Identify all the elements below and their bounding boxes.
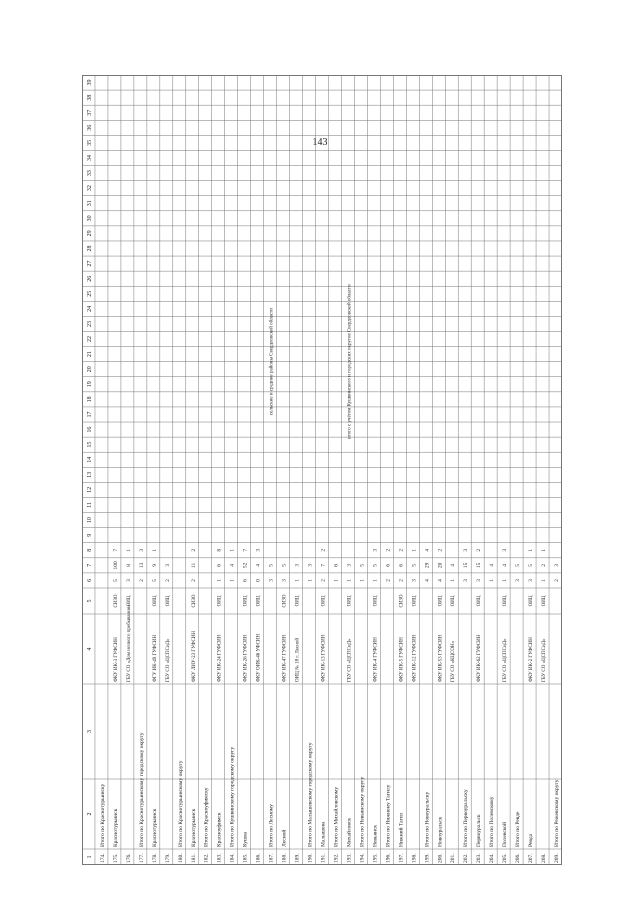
column-number: 35 [86, 139, 93, 146]
column-number: 3 [86, 730, 93, 733]
organization-name: ФКУ ИК-12 ГУФСИН [412, 634, 418, 682]
cell-value: 6 [385, 563, 392, 567]
row-note: сельские и средние районы Свердловской области [269, 308, 275, 416]
institution-type: ОИЦ [256, 595, 262, 607]
row-number: 199. [424, 853, 431, 863]
institution-type: ОИЦ [152, 595, 158, 607]
institution-type: ОИЦ [438, 595, 444, 607]
cell-value: 5 [281, 563, 288, 567]
column-number: 13 [86, 471, 93, 478]
row-number: 209. [554, 853, 561, 863]
row-label: Кушва [242, 831, 249, 847]
cell-value: 1 [294, 579, 301, 582]
row-number: 191. [320, 853, 327, 863]
column-number: 37 [86, 109, 93, 116]
organization-name: ФКУ ИК-13 ГУФСИН [321, 634, 327, 682]
cell-value: 3 [281, 579, 288, 582]
cell-value: 1 [216, 579, 223, 582]
institution-type: ОИЦ [529, 595, 535, 607]
cell-value: 5 [151, 579, 158, 582]
row-number: 176. [125, 853, 132, 863]
cell-value: 2 [437, 548, 444, 552]
row-number: 181. [190, 853, 197, 863]
cell-value: 3 [528, 579, 535, 582]
organization-name: ГБУ СО «ЦСПСиД» [165, 638, 171, 682]
cell-value: 20 [437, 562, 444, 569]
cell-value: 3 [463, 579, 470, 582]
cell-value: 3 [411, 579, 418, 582]
column-number: 8 [86, 548, 93, 552]
column-number: 19 [86, 381, 93, 388]
institution-type: ОИЦ [503, 595, 509, 607]
cell-value: 1 [541, 548, 548, 552]
row-number: 186. [255, 853, 262, 863]
cell-value: 3 [138, 548, 145, 552]
cell-value: 6 [242, 579, 249, 582]
row-number: 204. [489, 853, 496, 863]
cell-value: 2 [398, 579, 405, 582]
organization-name: ФКУ ИК-62 ГУФСИН [477, 634, 483, 682]
institution-type: ОИЦ [165, 595, 171, 607]
institution-type: ОИЦ [542, 595, 548, 607]
cell-value: 3 [164, 563, 171, 567]
column-number: 32 [86, 185, 93, 192]
column-number: 11 [86, 502, 93, 508]
institution-type: СИЗО [282, 594, 288, 608]
row-number: 190. [307, 853, 314, 863]
cell-value: 3 [125, 579, 132, 582]
cell-value: 2 [138, 579, 145, 582]
organization-name: ФКУ ИК-3 ГУФСИН [113, 637, 119, 682]
row-label: Итого по Режевскому округу [554, 779, 561, 847]
column-number: 25 [86, 290, 93, 297]
cell-value: 100 [112, 561, 119, 570]
column-number: 36 [86, 124, 93, 131]
row-number: 187. [268, 853, 275, 863]
cell-value: 1 [450, 579, 457, 582]
row-label: Итого по Кушвинскому городскому округу [229, 746, 236, 847]
cell-value: 15 [476, 562, 483, 569]
cell-value: 7 [242, 548, 249, 552]
cell-value: 9 [151, 563, 158, 567]
institution-type: СИЗО [113, 594, 119, 608]
row-label: Итого по Краснотурьинскому округу [177, 760, 184, 847]
row-label: Невьянск [372, 824, 379, 847]
cell-value: 11 [190, 562, 197, 569]
cell-value: 3 [502, 548, 509, 552]
cell-value: 6 [216, 563, 223, 567]
organization-name: ФГУ ИК-49 ГУФСИН [152, 634, 158, 682]
column-number: 26 [86, 275, 93, 282]
cell-value: 3 [515, 579, 522, 582]
column-number: 1 [86, 855, 93, 859]
institution-type: СИЗО [191, 594, 197, 608]
row-number: 182. [203, 853, 210, 863]
row-label: Краснотурьинск [151, 808, 158, 847]
row-label: Михайловск [346, 817, 353, 847]
row-label: Итого по Михайловскому [333, 786, 340, 847]
column-number: 2 [86, 812, 93, 816]
row-label: Итого по Краснотурьинскому городскому округу [138, 732, 145, 847]
cell-value: 2 [164, 579, 171, 582]
organization-name: ГБУ СО «ЦСПСиД» [347, 638, 353, 682]
row-number: 195. [372, 853, 379, 863]
institution-type: ОИЦ [243, 595, 249, 607]
organization-name: ОИЦ № 18 г. Лесной [295, 637, 301, 682]
row-number: 177. [138, 853, 145, 863]
cell-value: 1 [489, 579, 496, 582]
cell-value: 1 [307, 579, 314, 582]
institution-type: ОИЦ [217, 595, 223, 607]
cell-value: 4 [450, 563, 457, 567]
row-number: 175. [112, 853, 119, 863]
cell-value: 4 [437, 579, 444, 582]
row-label: Итого по Первоуральску [463, 789, 470, 847]
cell-value: 2 [385, 548, 392, 552]
row-number: 194. [359, 853, 366, 863]
institution-type: ОИЦ [347, 595, 353, 607]
row-number: 200. [437, 853, 444, 863]
organization-name: ГБУ СО «Дом ночного пребывания» [126, 604, 132, 682]
row-number: 207. [528, 853, 535, 863]
row-number: 180. [177, 853, 184, 863]
cell-value: 2 [385, 579, 392, 582]
row-label: Ревда [528, 833, 535, 847]
cell-value: 1 [372, 579, 379, 582]
rotated-table [82, 75, 562, 865]
institution-type: ОИЦ [412, 595, 418, 607]
cell-value: 52 [242, 562, 249, 569]
organization-name: ФКУ ИК-47 ГУФСИН [282, 634, 288, 682]
page-number: 143 [312, 137, 328, 148]
institution-type: ОИЦ [451, 595, 457, 607]
cell-value: 3 [268, 579, 275, 582]
column-number: 18 [86, 396, 93, 403]
cell-value: 1 [359, 579, 366, 582]
organization-name: ФКУ ИК-4 ГУФСИН [373, 637, 379, 682]
cell-value: 3 [463, 548, 470, 552]
organization-name: ФКУ ОИК-46 УФСИН [256, 633, 262, 682]
cell-value: 2 [398, 548, 405, 552]
column-number: 33 [86, 170, 93, 177]
cell-value: 2 [190, 548, 197, 552]
row-note: итого с учётом Кушвинского и городских округов Свердловской области [347, 284, 353, 440]
cell-value: 1 [229, 579, 236, 582]
institution-type: ОИЦ [477, 595, 483, 607]
column-number: 27 [86, 260, 93, 267]
cell-value: 1 [229, 548, 236, 552]
table-border [83, 76, 562, 865]
row-number: 208. [541, 853, 548, 863]
table-grid [82, 75, 562, 865]
row-number: 193. [346, 853, 353, 863]
cell-value: 4 [424, 579, 431, 582]
cell-value: 3 [346, 563, 353, 567]
column-number: 4 [86, 647, 93, 651]
row-label: Краснотурьинск [112, 808, 119, 847]
row-number: 183. [216, 853, 223, 863]
row-label: Малышева [320, 821, 327, 847]
cell-value: 5 [112, 579, 119, 582]
column-number: 20 [86, 366, 93, 373]
cell-value: 1 [346, 579, 353, 582]
cell-value: 2 [320, 548, 327, 552]
row-label: Красноуфимск [216, 812, 223, 847]
cell-value: 7 [320, 563, 327, 567]
row-label: Лесной [281, 829, 288, 847]
column-number: 21 [86, 351, 93, 358]
column-number: 39 [86, 79, 93, 86]
cell-value: 29 [424, 562, 431, 569]
row-number: 185. [242, 853, 249, 863]
cell-value: 5 [411, 563, 418, 567]
column-number: 29 [86, 230, 93, 237]
column-number: 38 [86, 94, 93, 101]
organization-name: ГБУ СО «ЦСПСиД» [542, 638, 548, 682]
row-number: 206. [515, 853, 522, 863]
cell-value: 1 [411, 548, 418, 552]
column-number: 34 [86, 154, 93, 161]
cell-value: 1 [151, 548, 158, 552]
row-number: 192. [333, 853, 340, 863]
row-label: Первоуральск [476, 814, 483, 847]
cell-value: 2 [554, 579, 561, 582]
row-number: 188. [281, 853, 288, 863]
row-label: Новоуральск [437, 816, 444, 847]
row-label: Итого по Новоуральску [424, 791, 431, 847]
organization-name: ФКУ ЛИУ-23 ГУФСИН [191, 631, 197, 682]
organization-name: ГБУ СО «ЦСПСиД» [503, 638, 509, 682]
organization-name: ФКУ ИК-2 ГУФСИН [529, 637, 535, 682]
row-label: Итого по Лесному [268, 804, 275, 847]
institution-type: ОИЦ [295, 595, 301, 607]
cell-value: 3 [372, 548, 379, 552]
column-number: 24 [86, 305, 93, 312]
cell-value: 1 [541, 579, 548, 582]
cell-value: 0 [255, 579, 262, 582]
cell-value: 1 [502, 579, 509, 582]
cell-value: 5 [268, 563, 275, 567]
cell-value: 5 [372, 563, 379, 567]
cell-value: 8 [216, 548, 223, 552]
cell-value: 3 [294, 563, 301, 567]
row-number: 197. [398, 853, 405, 863]
column-number: 15 [86, 441, 93, 448]
cell-value: 8 [125, 563, 132, 567]
cell-value: 15 [463, 562, 470, 569]
row-number: 205. [502, 853, 509, 863]
cell-value: 4 [229, 563, 236, 567]
organization-name: ФКУ ИК-53 ГУФСИН [438, 634, 444, 682]
column-number: 17 [86, 411, 93, 418]
cell-value: 3 [476, 579, 483, 582]
row-label: Нижний Тагил [398, 812, 405, 847]
row-label: Итого по Краснотурьинску [99, 783, 106, 847]
row-label: Краснотурьинск [190, 808, 197, 847]
cell-value: 4 [424, 548, 431, 552]
cell-value: 1 [125, 548, 132, 552]
cell-value: 4 [489, 563, 496, 567]
column-number: 6 [86, 578, 93, 582]
institution-type: СИЗО [399, 594, 405, 608]
row-label: Итого по Невьянскому округу [359, 776, 366, 847]
organization-name: ФКУ ИК-24 ГУФСИН [217, 634, 223, 682]
cell-value: 6 [333, 563, 340, 567]
column-number: 22 [86, 336, 93, 343]
column-number: 30 [86, 215, 93, 222]
row-number: 202. [463, 853, 470, 863]
row-number: 201. [450, 853, 457, 863]
column-number: 16 [86, 426, 93, 433]
cell-value: 1 [528, 548, 535, 552]
organization-name: ФКУ ИК-5 ГУФСИН [399, 637, 405, 682]
row-label: Итого по Ревде [515, 811, 522, 847]
institution-type: ОИЦ [126, 595, 132, 607]
cell-value: 2 [320, 579, 327, 582]
row-number: 198. [411, 853, 418, 863]
cell-value: 1 [333, 579, 340, 582]
column-number: 5 [86, 599, 93, 603]
organization-name: ФКУ ИК-26 ГУФСИН [243, 634, 249, 682]
row-label: Полевской [502, 822, 509, 847]
organization-name: ГБУ СО «КЦСОН» [451, 640, 457, 682]
row-number: 203. [476, 853, 483, 863]
row-number: 174. [99, 853, 106, 863]
cell-value: 3 [554, 563, 561, 567]
cell-value: 7 [112, 548, 119, 552]
cell-value: 5 [359, 563, 366, 567]
row-label: Итого по Малышевскому городскому округу [307, 742, 314, 847]
column-number: 23 [86, 320, 93, 327]
row-number: 196. [385, 853, 392, 863]
column-number: 12 [86, 486, 93, 493]
cell-value: 13 [138, 562, 145, 569]
cell-value: 5 [515, 563, 522, 567]
row-number: 184. [229, 853, 236, 863]
column-number: 28 [86, 245, 93, 252]
cell-value: 4 [255, 563, 262, 567]
column-number: 9 [86, 533, 93, 537]
column-number: 14 [86, 456, 93, 463]
cell-value: 6 [398, 563, 405, 567]
cell-value: 2 [476, 548, 483, 552]
cell-value: 2 [190, 579, 197, 582]
institution-type: ОИЦ [321, 595, 327, 607]
cell-value: 3 [307, 563, 314, 567]
cell-value: 3 [255, 548, 262, 552]
cell-value: 4 [502, 563, 509, 567]
column-number: 10 [86, 517, 93, 524]
row-number: 178. [151, 853, 158, 863]
cell-value: 2 [541, 563, 548, 567]
institution-type: ОИЦ [373, 595, 379, 607]
column-number: 7 [86, 563, 93, 567]
column-number: 31 [86, 200, 93, 207]
row-label: Итого по Нижнему Тагилу [385, 784, 392, 847]
row-number: 179. [164, 853, 171, 863]
row-label: Итого по Красноуфимску [203, 787, 210, 847]
cell-value: 5 [528, 563, 535, 567]
row-label: Итого по Полевскому [489, 796, 496, 847]
row-number: 189. [294, 853, 301, 863]
